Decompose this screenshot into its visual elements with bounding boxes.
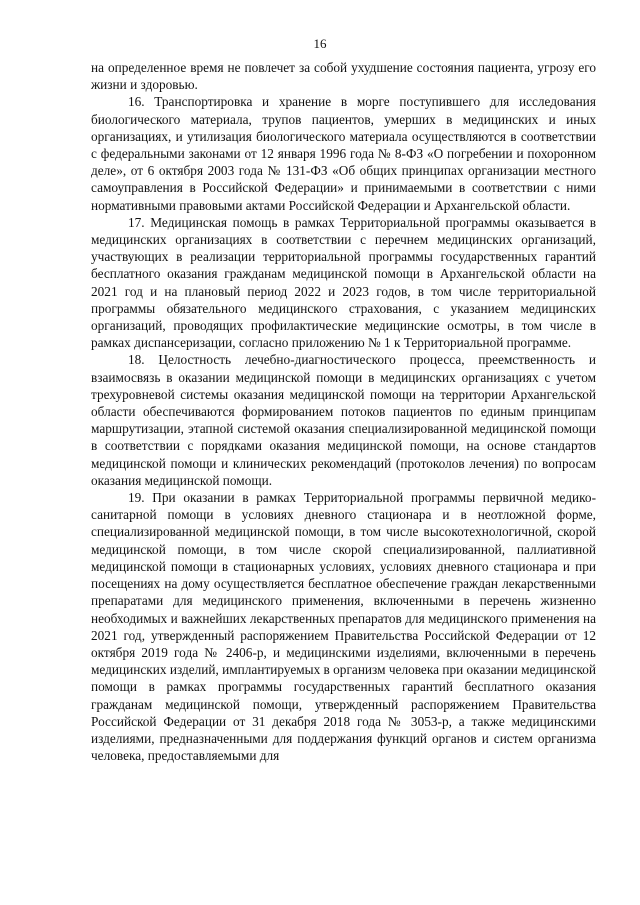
paragraph-17-medical-organizations: 17. Медицинская помощь в рамках Территориальной программы оказывается в медицинских организациях в соответствии с перечнем медицинских организаций, участвующих в реализации территориальной программы государственных гарантий бесплатного оказания гражданам медицинской помощи в Архангельской области на 2021 год и на плановый период 2022 и 2023 годов, в том числе территориальной программы обязательного медицинского страхования, с указанием медицинских организаций, проводящих профилактические медицинские осмотры, в том числе в рамках диспансеризации, согласно приложению № 1 к Территориальной программе. [91,214,596,351]
paragraph-16-morgue-transport: 16. Транспортировка и хранение в морге поступившего для исследования биологического материала, трупов пациентов, умерших в медицинских и иных организациях, и утилизация биологического материала осуществляются в соответствии с федеральными законами от 12 января 1996 года № 8-ФЗ «О погребении и похоронном деле», от 6 октября 2003 года № 131-ФЗ «Об общих принципах организации местного самоуправления в Российской Федерации» и принимаемыми в соответствии с ними нормативными правовыми актами Российской Федерации и Архангельской области. [91,94,596,213]
page-number: 16 [313,36,327,51]
paragraph-continuation: на определенное время не повлечет за собой ухудшение состояния пациента, угрозу его жизни и здоровью. [91,60,596,93]
document-body [91,59,596,764]
paragraph-19-medication-provision: 19. При оказании в рамках Территориальной программы первичной медико-санитарной помощи в условиях дневного стационара и в неотложной форме, специализированной медицинской помощи, в том числе высокотехнологичной, скорой медицинской помощи, в том числе скорой специализированной, паллиативной медицинской помощи в стационарных условиях, условиях дневного стационара и при посещениях на дому осуществляется бесплатное обеспечение граждан лекарственными препаратами для медицинского применения, включенными в перечень жизненно необходимых и важнейших лекарственных препаратов для медицинского применения на 2021 год, утвержденный распоряжением Правительства Российской Федерации от 12 октября 2019 года № 2406-р, и медицинскими изделиями, включенными в перечень медицинских изделий, имплантируемых в организм человека при оказании медицинской помощи в рамках программы государственных гарантий бесплатного оказания гражданам медицинской помощи, утвержденный распоряжением Правительства Российской Федерации от 31 декабря 2018 года № 3053-р, а также медицинскими изделиями, предназначенными для поддержания функций органов и систем организма человека, предоставляемыми для [91,490,596,764]
paragraph-18-care-continuity: 18. Целостность лечебно-диагностического процесса, преемственность и взаимосвязь в оказании медицинской помощи в медицинских организациях с учетом трехуровневой системы оказания медицинской помощи на территории Архангельской области обеспечиваются формированием потоков пациентов по единым принципам маршрутизации, этапной системой оказания специализированной медицинской помощи в соответствии с порядками оказания медицинской помощи, на основе стандартов медицинской помощи и клинических рекомендаций (протоколов лечения) по вопросам оказания медицинской помощи. [91,352,596,488]
